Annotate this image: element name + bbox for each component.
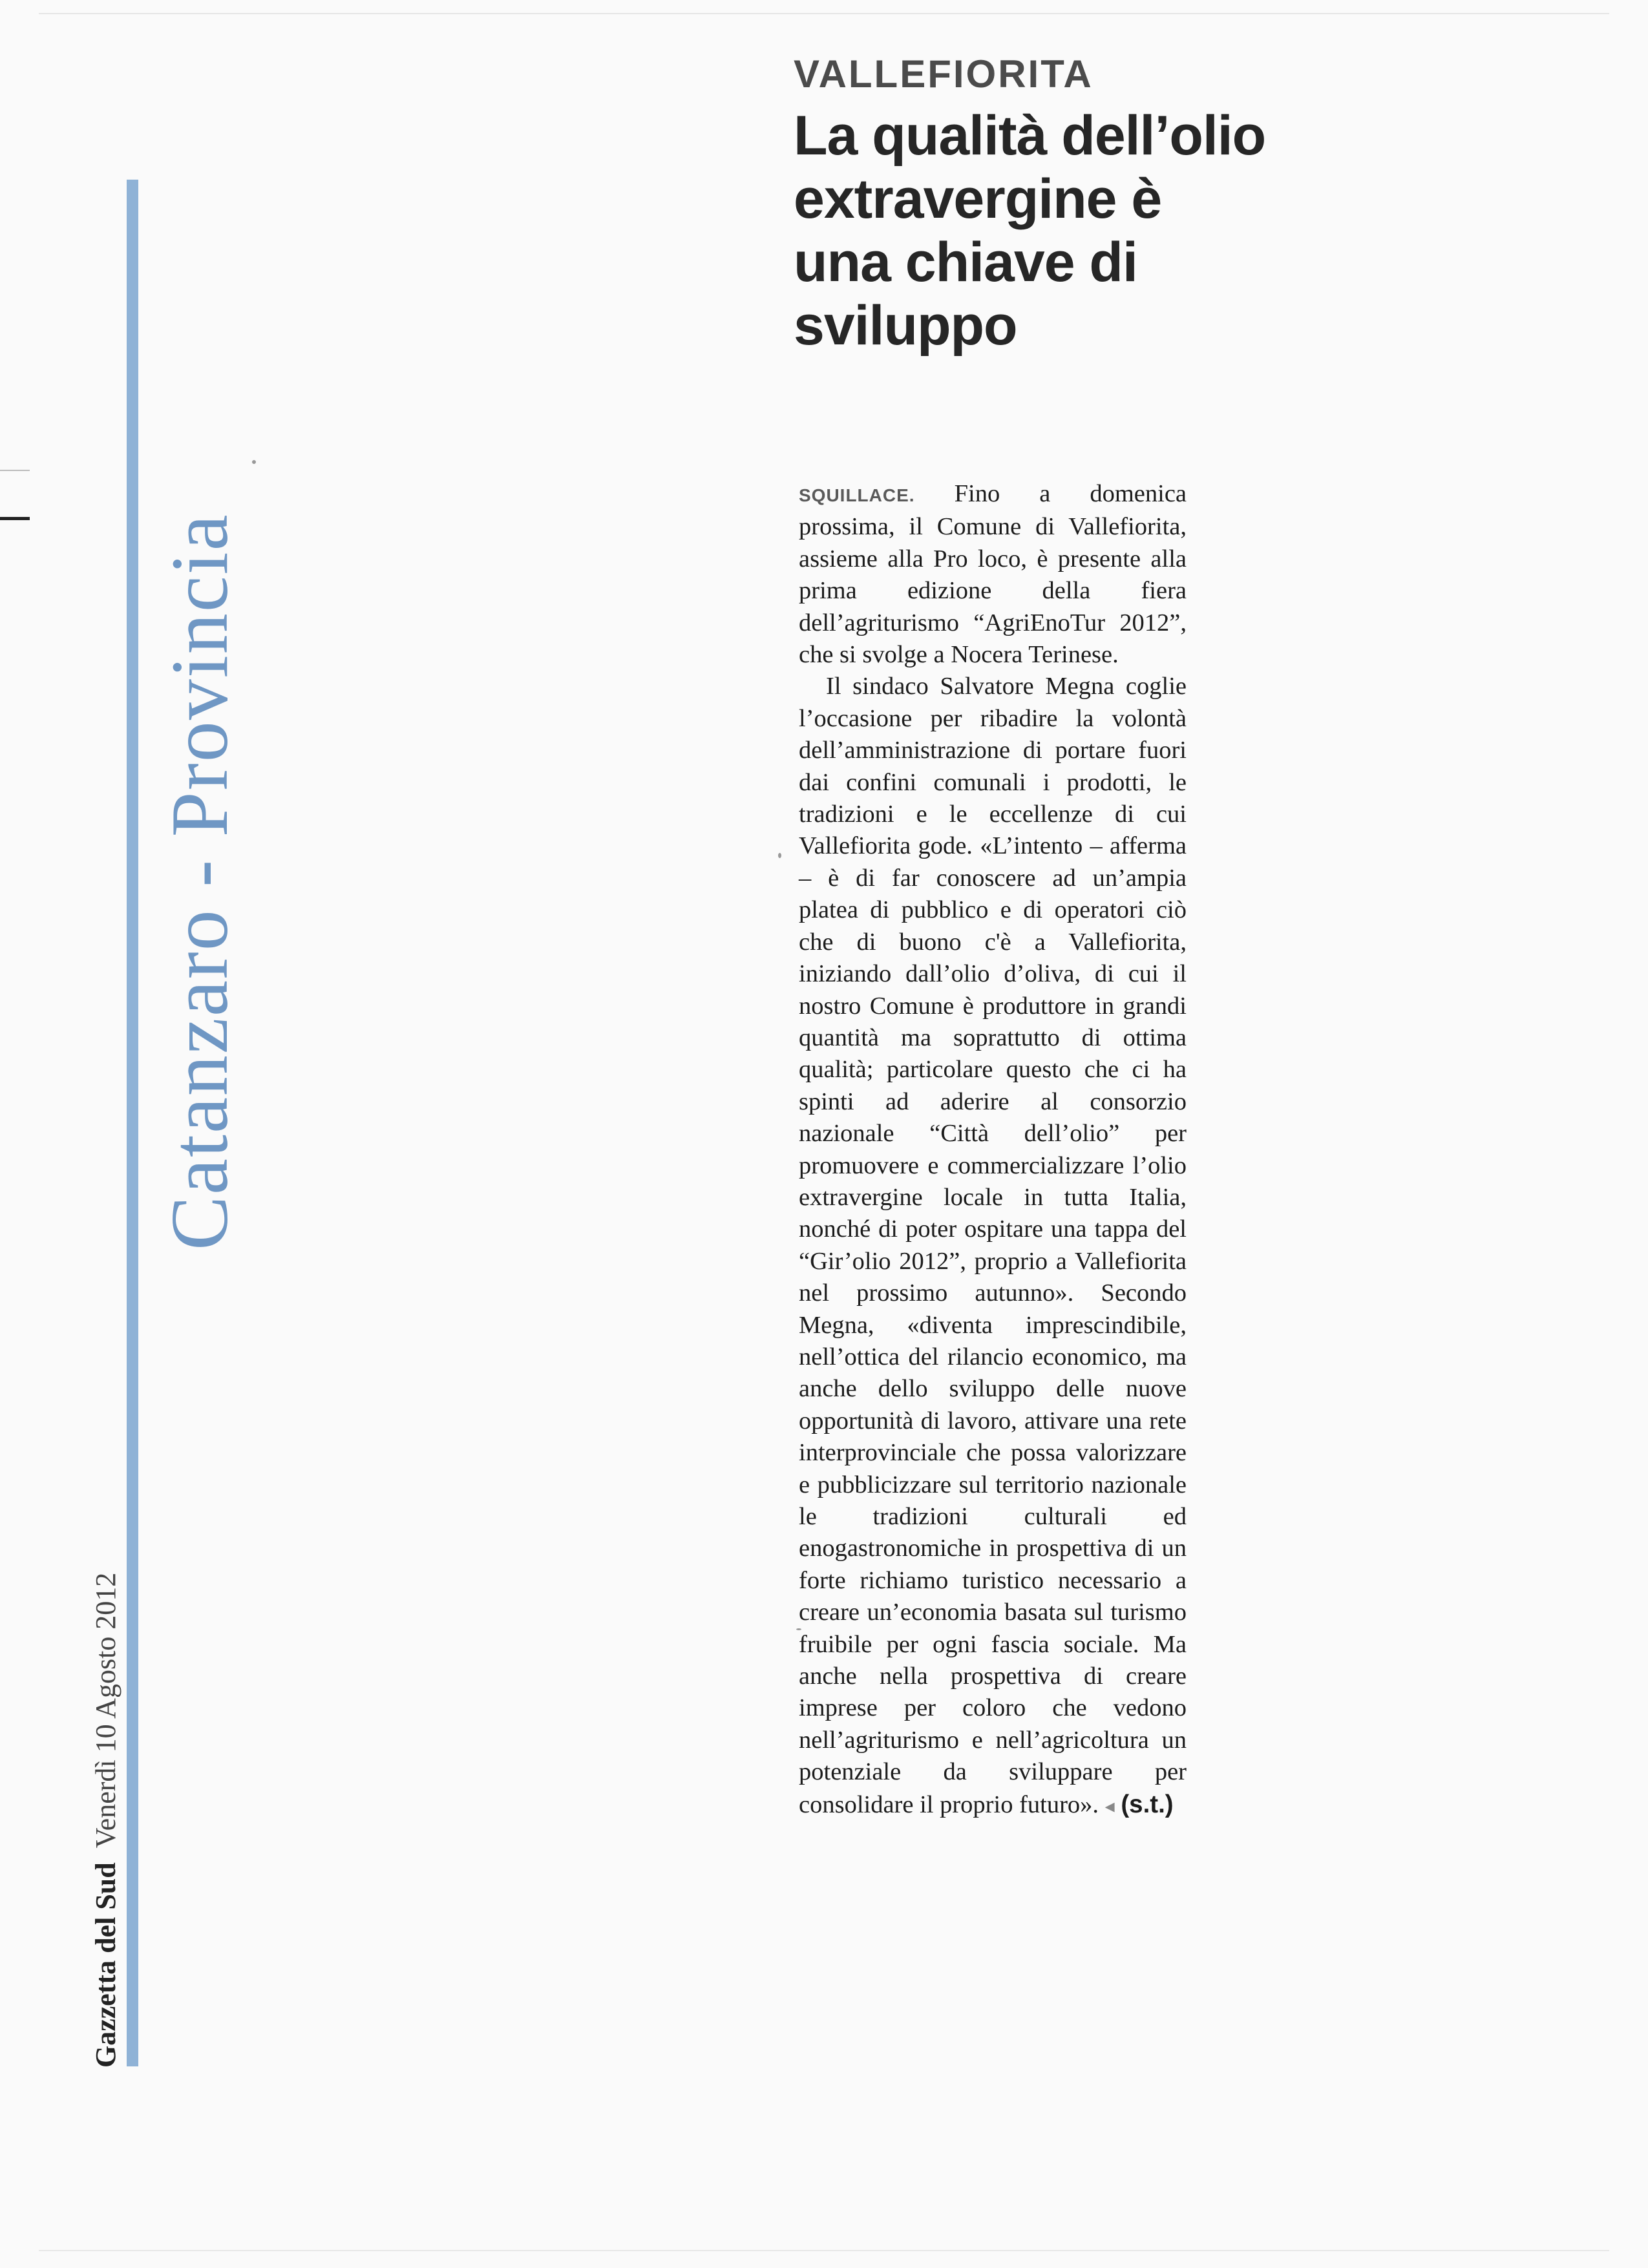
article-header [788,52,1266,415]
publication-date: Venerdì 10 Agosto 2012 [90,1572,121,1849]
kicker: VALLEFIORITA [794,52,1093,96]
section-label: Catanzaro - Provincia [155,513,245,1250]
scan-speck [796,1628,801,1630]
scan-edge-mark [0,517,30,520]
headline: La qualità dell’olio extravergine è una chiave di sviluppo [794,105,1266,357]
dateline [89,1573,122,2068]
paragraph [799,671,1187,1822]
paragraph-text: Il sindaco Salvatore Megna coglie l’occasione per ribadire la volontà dell’amministrazione di portare fuori dai confini comunali i prodotti, le tradizioni e le eccellenze di cui Vallefiorita gode. «L’intento – afferma – è di far conoscere ad un’ampia platea di pubblico e di operatori ciò che di buono c'è a Vallefiorita, iniziando dall’olio d’oliva, di cui il nostro Comune è produttore in grandi quantità ma soprattutto di ottima qualità; particolare questo che ci ha spinti ad aderire al consorzio nazionale “Città dell’olio” per promuovere e commercializzare l’olio extravergine locale in tutta Italia, nonché di poter ospitare una tappa del “Gir’olio 2012”, proprio a Vallefiorita nel prossimo autunno». Secondo Megna, «diventa imprescindibile, nell’ottica del rilancio economico, ma anche dello sviluppo delle nuove opportunità di lavoro, attivare una rete interprovinciale che possa valorizzare e pubblicizzare sul territorio nazionale le tradizioni culturali ed enogastronomiche in prospettiva di un forte richiamo turistico necessario a creare un’economia basata sul turismo fruibile per ogni fascia sociale. Ma anche nella prospettiva di creare imprese per coloro che vedono nell’agriturismo e nell’agricoltura un potenziale da sviluppare per consolidare il proprio futuro». [799,673,1187,1818]
scan-edge-mark [0,470,30,471]
author-initials: (s.t.) [1121,1790,1174,1818]
section-rule [127,180,138,2066]
article-body [799,478,1187,1822]
paragraph [799,478,1187,671]
location-tag: SQUILLACE. [799,485,915,505]
paragraph-text: Fino a domenica prossima, il Comune di Vallefiorita, assieme alla Pro loco, è presente alla prima edizione della fiera dell’agriturismo “AgriEnoTur 2012”, che si svolge a Nocera Terinese. [799,480,1187,669]
end-mark-icon: ◂ [1104,1795,1115,1817]
scan-speck [252,460,256,464]
newspaper-name: Gazzetta del Sud [90,1862,121,2068]
scan-speck [778,853,781,858]
